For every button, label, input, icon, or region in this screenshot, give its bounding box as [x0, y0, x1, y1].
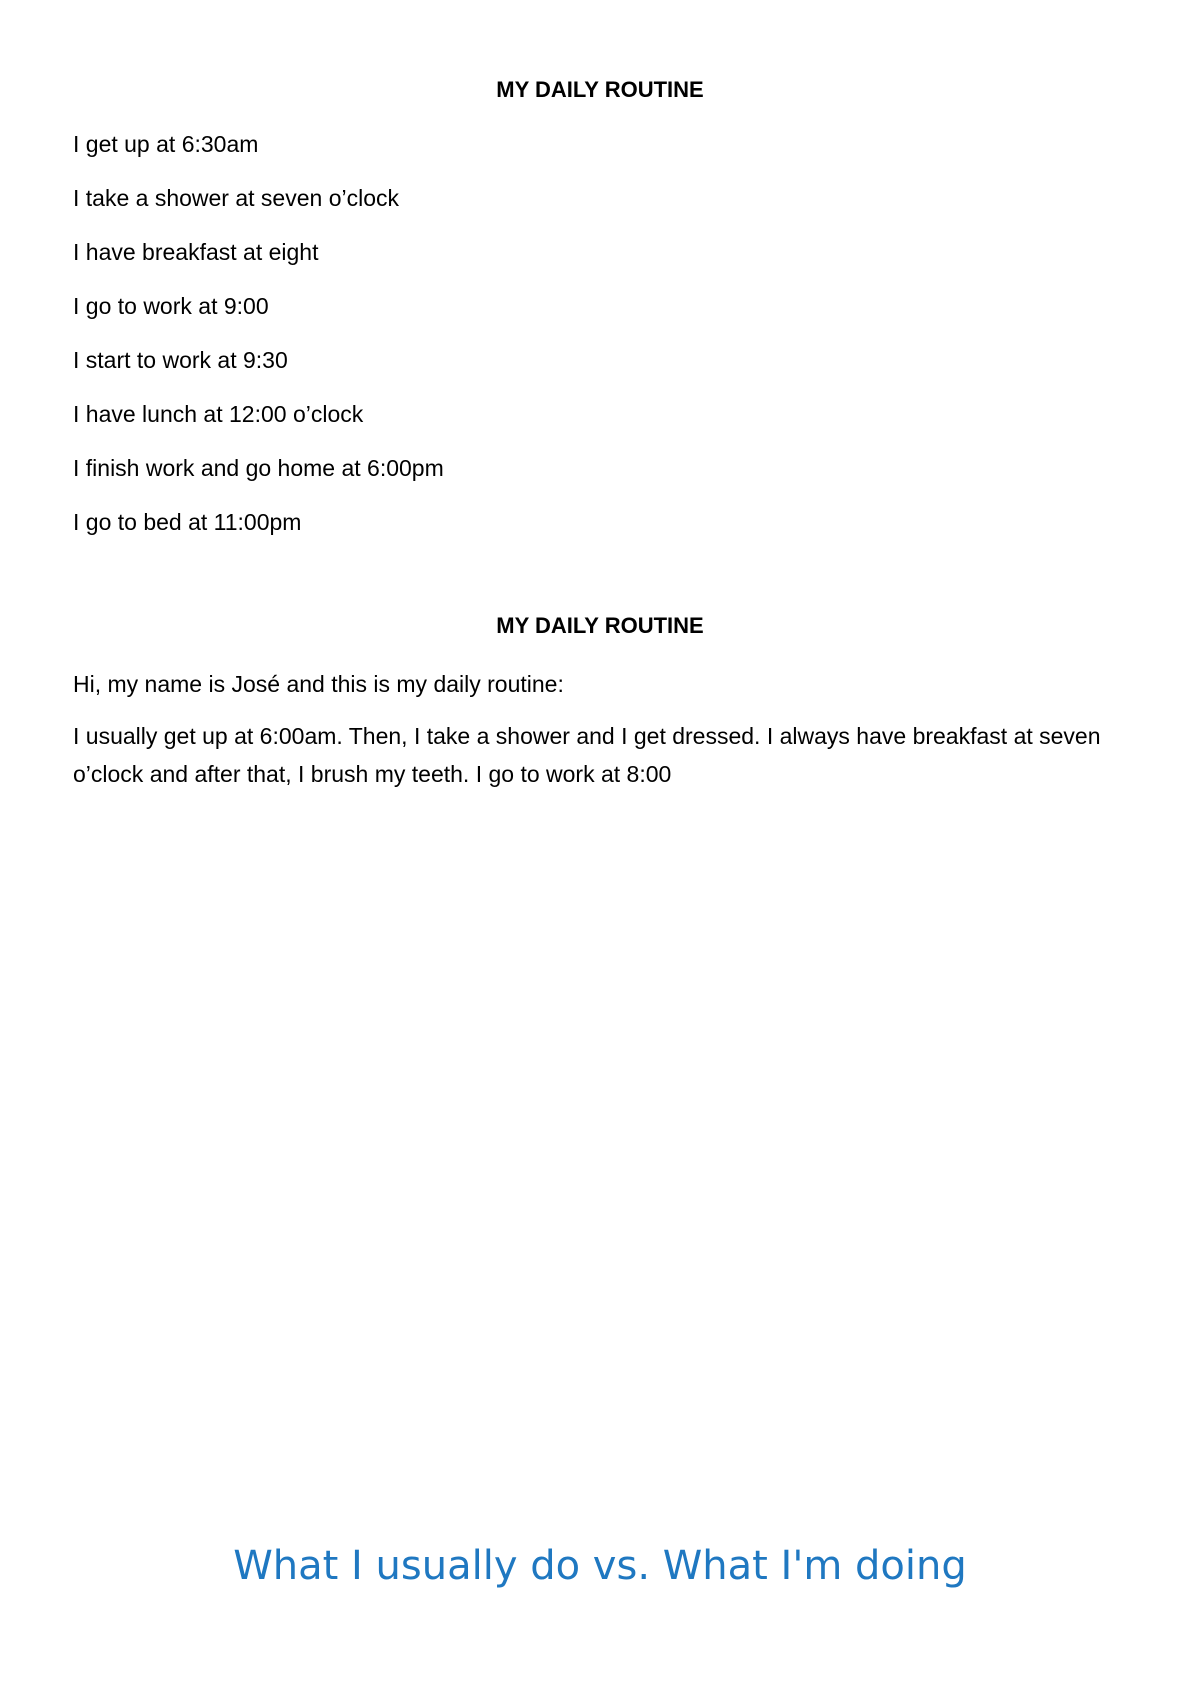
- routine-paragraph-section: [73, 611, 1127, 807]
- section-heading: MY DAILY ROUTINE: [496, 613, 704, 638]
- footer-caption: What I usually do vs. What I'm doing: [233, 1543, 967, 1589]
- list-item: I have lunch at 12:00 o’clock: [73, 401, 364, 427]
- section-heading: MY DAILY ROUTINE: [496, 77, 704, 102]
- list-item: I take a shower at seven o’clock: [73, 185, 399, 211]
- routine-list: [73, 129, 1127, 537]
- routine-list-section: [73, 75, 1127, 561]
- list-item: I get up at 6:30am: [73, 131, 259, 157]
- list-item: I finish work and go home at 6:00pm: [73, 455, 444, 481]
- list-item: I go to work at 9:00: [73, 293, 269, 319]
- list-item: I go to bed at 11:00pm: [73, 509, 302, 535]
- list-item: I have breakfast at eight: [73, 239, 319, 265]
- intro-paragraph: Hi, my name is José and this is my daily routine:: [73, 671, 564, 697]
- routine-paragraph: I usually get up at 6:00am. Then, I take a shower and I get dressed. I always have breakfast at seven o’clock and after that, I brush my teeth. I go to work at 8:00: [73, 723, 1101, 787]
- list-item: I start to work at 9:30: [73, 347, 288, 373]
